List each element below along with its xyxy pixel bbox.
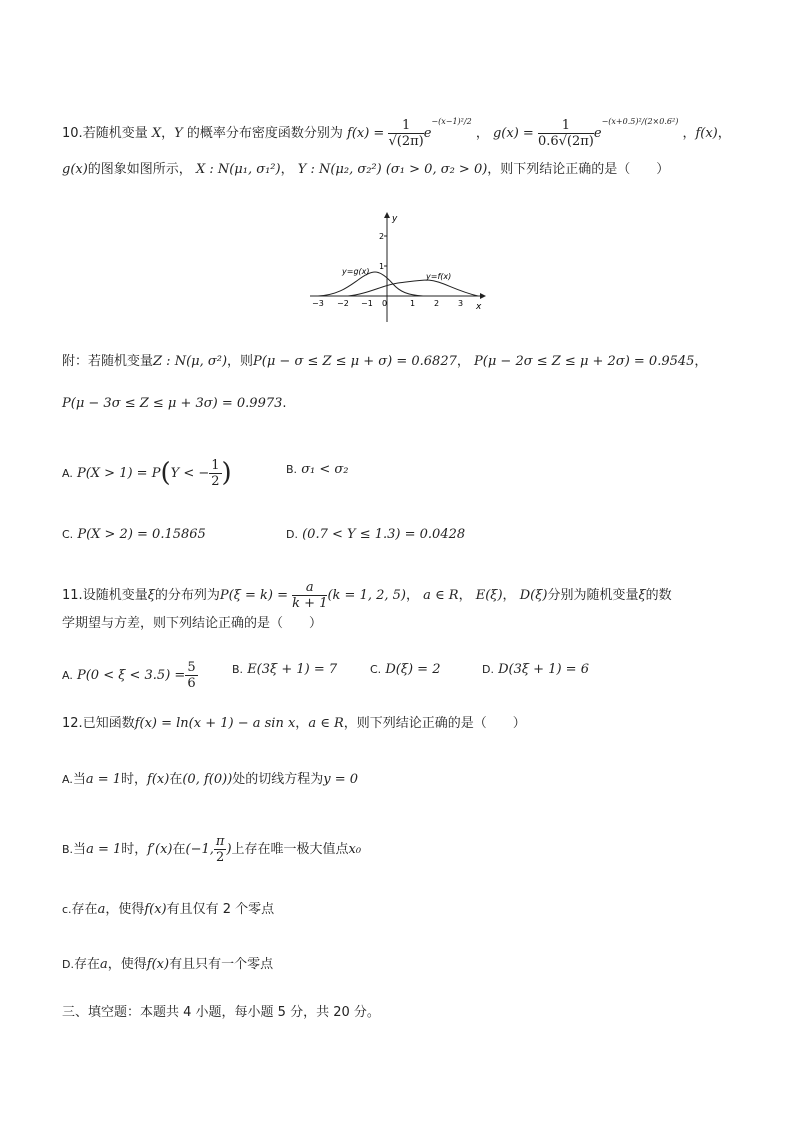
text: 在 bbox=[172, 842, 186, 857]
q12-number: 12. bbox=[62, 716, 83, 731]
sep: ， bbox=[280, 162, 294, 177]
X-dist: X : N(μ₁, σ₁²) bbox=[195, 162, 281, 177]
q12-option-c bbox=[62, 900, 274, 920]
q12-option-d bbox=[62, 955, 273, 975]
interval-open: (−1, bbox=[185, 842, 214, 857]
f-num: 1 bbox=[388, 118, 423, 134]
period: . bbox=[282, 396, 287, 411]
sep: ， bbox=[502, 588, 516, 603]
interval-close: ) bbox=[226, 842, 232, 857]
prob-3sigma: P(μ − 3σ ≤ Z ≤ μ + 3σ) = 0.9973 bbox=[62, 396, 283, 411]
option-label: D. bbox=[62, 958, 74, 971]
tangent-eq: y = 0 bbox=[323, 772, 359, 787]
text: 当 bbox=[73, 842, 87, 857]
option-label: B. bbox=[232, 663, 244, 676]
q10-ask: ，则下列结论正确的是（ ） bbox=[487, 162, 670, 177]
num: π bbox=[215, 834, 225, 849]
num: a bbox=[292, 580, 327, 596]
option-label: c. bbox=[62, 903, 72, 916]
q11-intro-2: 的分布列为 bbox=[154, 588, 220, 603]
option-a-fraction bbox=[185, 660, 197, 691]
x-tick-label: −1 bbox=[361, 299, 373, 308]
xi: ξ bbox=[638, 588, 646, 603]
E-xi: E(ξ) bbox=[475, 588, 503, 603]
q11-option-a bbox=[62, 660, 198, 691]
q10-option-a bbox=[62, 458, 232, 489]
option-label: B. bbox=[62, 843, 74, 856]
g-exponent: −(x+0.5)²/(2×0.6²) bbox=[601, 117, 679, 126]
line2-text: 的图象如图所示， bbox=[87, 162, 192, 177]
option-b-text: σ₁ < σ₂ bbox=[301, 462, 349, 477]
option-a-fraction bbox=[209, 458, 221, 489]
q12-option-a bbox=[62, 770, 358, 790]
sep: ， bbox=[456, 354, 470, 369]
q11-number: 11. bbox=[62, 588, 83, 603]
option-label: D. bbox=[482, 663, 494, 676]
note-Z: Z : N(μ, σ²) bbox=[153, 354, 228, 369]
text: 有且仅有 2 个零点 bbox=[166, 902, 275, 917]
paren: ) bbox=[221, 458, 232, 488]
num: 5 bbox=[187, 660, 196, 675]
pi-half-fraction bbox=[214, 834, 227, 865]
den: 2 bbox=[216, 850, 225, 865]
f-prime: f′(x) bbox=[147, 842, 173, 857]
q10-intro: 若随机变量 bbox=[82, 126, 148, 141]
note-line1 bbox=[62, 352, 707, 372]
text: 存在 bbox=[71, 902, 98, 917]
g-curve bbox=[318, 272, 423, 296]
density-graph bbox=[308, 212, 488, 327]
g-fraction bbox=[538, 118, 594, 149]
den: 6 bbox=[187, 676, 196, 691]
option-a-text-2: Y < − bbox=[170, 466, 210, 481]
sep: ， bbox=[406, 588, 420, 603]
option-label: B. bbox=[286, 463, 298, 476]
x-axis-arrow bbox=[480, 293, 486, 299]
a-eq-1: a = 1 bbox=[86, 842, 122, 857]
x-axis-label: x bbox=[476, 302, 482, 312]
a: a bbox=[99, 957, 108, 972]
text: 时， bbox=[121, 842, 148, 857]
q11-intro-3: 分别为随机变量 bbox=[547, 588, 639, 603]
q10-line2 bbox=[62, 160, 669, 180]
x-tick-label: 3 bbox=[458, 299, 464, 308]
y-tick-label-2: 2 bbox=[379, 232, 385, 241]
sep: ， bbox=[694, 354, 708, 369]
var-X: X bbox=[151, 126, 162, 141]
text: 时， bbox=[121, 772, 148, 787]
q11-line1 bbox=[62, 580, 672, 611]
text: ，使得 bbox=[105, 902, 145, 917]
option-label: A. bbox=[62, 467, 73, 480]
q11-option-c bbox=[370, 660, 440, 680]
sep: ， bbox=[475, 126, 489, 141]
q11-option-b bbox=[232, 660, 337, 680]
g-num: 1 bbox=[538, 118, 594, 134]
sep: ， bbox=[682, 126, 696, 141]
option-a-text: P(0 < ξ < 3.5) = bbox=[76, 668, 186, 683]
f-fraction bbox=[388, 118, 423, 149]
fx: f(x) bbox=[695, 126, 718, 141]
fx: f(x) bbox=[147, 772, 170, 787]
a-fraction bbox=[292, 580, 327, 611]
a: a bbox=[97, 902, 106, 917]
option-label: A. bbox=[62, 773, 73, 786]
q10-option-b bbox=[286, 460, 349, 480]
f-curve-label: y=f(x) bbox=[426, 272, 452, 281]
option-d-text: (0.7 < Y ≤ 1.3) = 0.0428 bbox=[302, 527, 466, 542]
text: 处的切线方程为 bbox=[232, 772, 324, 787]
x-tick-label: −3 bbox=[312, 299, 324, 308]
fx: f(x) bbox=[144, 902, 167, 917]
Y-dist: Y : N(μ₂, σ₂²) bbox=[297, 162, 382, 177]
g-lhs: g(x) = bbox=[492, 126, 534, 141]
var-Y: Y bbox=[174, 126, 183, 141]
D-xi: D(ξ) bbox=[519, 588, 548, 603]
a-eq-1: a = 1 bbox=[85, 772, 122, 787]
x-tick-label: −2 bbox=[337, 299, 349, 308]
q12-intro: 已知函数 bbox=[82, 716, 135, 731]
x-tick-label: 2 bbox=[434, 299, 440, 308]
x-tick-label: 1 bbox=[410, 299, 416, 308]
sep: ， bbox=[295, 716, 309, 731]
q12-option-b bbox=[62, 834, 361, 865]
den: k + 1 bbox=[292, 596, 328, 611]
q10-option-c bbox=[62, 525, 206, 545]
prob-2sigma: P(μ − 2σ ≤ Z ≤ μ + 2σ) = 0.9545 bbox=[474, 354, 695, 369]
g-curve-label: y=g(x) bbox=[342, 267, 370, 276]
note-then: ，则 bbox=[227, 354, 254, 369]
paren: ( bbox=[160, 458, 171, 488]
option-c-text: D(ξ) = 2 bbox=[385, 662, 441, 677]
option-label: A. bbox=[62, 669, 73, 682]
section-3-header: 三、填空题：本题共 4 小题，每小题 5 分，共 20 分。 bbox=[62, 1005, 380, 1020]
option-label: D. bbox=[286, 528, 298, 541]
num: 1 bbox=[211, 458, 220, 473]
q12-ask: ，则下列结论正确的是（ ） bbox=[343, 716, 526, 731]
g-den: 0.6√(2π) bbox=[537, 134, 594, 149]
q12-line1 bbox=[62, 714, 526, 734]
x-tick-label: 0 bbox=[382, 299, 388, 308]
q10-intro-2: 的概率分布密度函数分别为 bbox=[186, 126, 343, 141]
note-intro: 附：若随机变量 bbox=[62, 354, 154, 369]
fx: f(x) bbox=[146, 957, 170, 972]
sigma-condition: (σ₁ > 0, σ₂ > 0) bbox=[385, 162, 488, 177]
q10-option-d bbox=[286, 525, 465, 545]
gx: g(x) bbox=[62, 162, 88, 177]
option-a-text: P(X > 1) = P bbox=[76, 466, 161, 481]
text: 存在 bbox=[73, 957, 100, 972]
q11-intro-4: 的数 bbox=[645, 588, 672, 603]
q11-line2 bbox=[62, 614, 322, 634]
sep: ， bbox=[458, 588, 472, 603]
q10-line1 bbox=[62, 112, 731, 149]
f-curve bbox=[348, 280, 478, 296]
f-exponent: −(x−1)²/2 bbox=[431, 117, 472, 126]
text: 有且只有一个零点 bbox=[169, 957, 274, 972]
q11-option-d bbox=[482, 660, 589, 680]
q11-intro: 设随机变量 bbox=[82, 588, 148, 603]
y-tick-label-1: 1 bbox=[379, 262, 385, 271]
f-lhs: f(x) = bbox=[347, 126, 385, 141]
y-axis-label: y bbox=[392, 214, 398, 224]
a-in-R: a ∈ R bbox=[308, 716, 344, 731]
option-b-text: E(3ξ + 1) = 7 bbox=[247, 662, 338, 677]
f-definition: f(x) = ln(x + 1) − a sin x bbox=[134, 716, 296, 731]
text: 在 bbox=[169, 772, 183, 787]
text: ，使得 bbox=[107, 957, 147, 972]
xi: ξ bbox=[147, 588, 155, 603]
e-symbol: e bbox=[423, 126, 432, 141]
option-label: C. bbox=[62, 528, 74, 541]
x0: x₀ bbox=[348, 842, 362, 857]
a-in-R: a ∈ R bbox=[423, 588, 459, 603]
q11-ask: 学期望与方差，则下列结论正确的是（ ） bbox=[62, 616, 323, 631]
f-den: √(2π) bbox=[388, 134, 424, 149]
option-c-text: P(X > 2) = 0.15865 bbox=[77, 527, 206, 542]
option-d-text: D(3ξ + 1) = 6 bbox=[498, 662, 589, 677]
note-line2 bbox=[62, 394, 287, 414]
prob-1sigma: P(μ − σ ≤ Z ≤ μ + σ) = 0.6827 bbox=[253, 354, 457, 369]
e-symbol: e bbox=[593, 126, 602, 141]
point: (0, f(0)) bbox=[182, 772, 233, 787]
text: 上存在唯一极大值点 bbox=[231, 842, 349, 857]
sep: ， bbox=[717, 126, 731, 141]
k-range: (k = 1, 2, 5) bbox=[327, 588, 406, 603]
y-axis-arrow bbox=[384, 212, 390, 218]
den: 2 bbox=[211, 474, 220, 489]
option-label: C. bbox=[370, 663, 382, 676]
text: 当 bbox=[72, 772, 86, 787]
comma: ， bbox=[161, 126, 175, 141]
pxi: P(ξ = k) = bbox=[219, 588, 289, 603]
q10-number: 10. bbox=[62, 126, 83, 141]
